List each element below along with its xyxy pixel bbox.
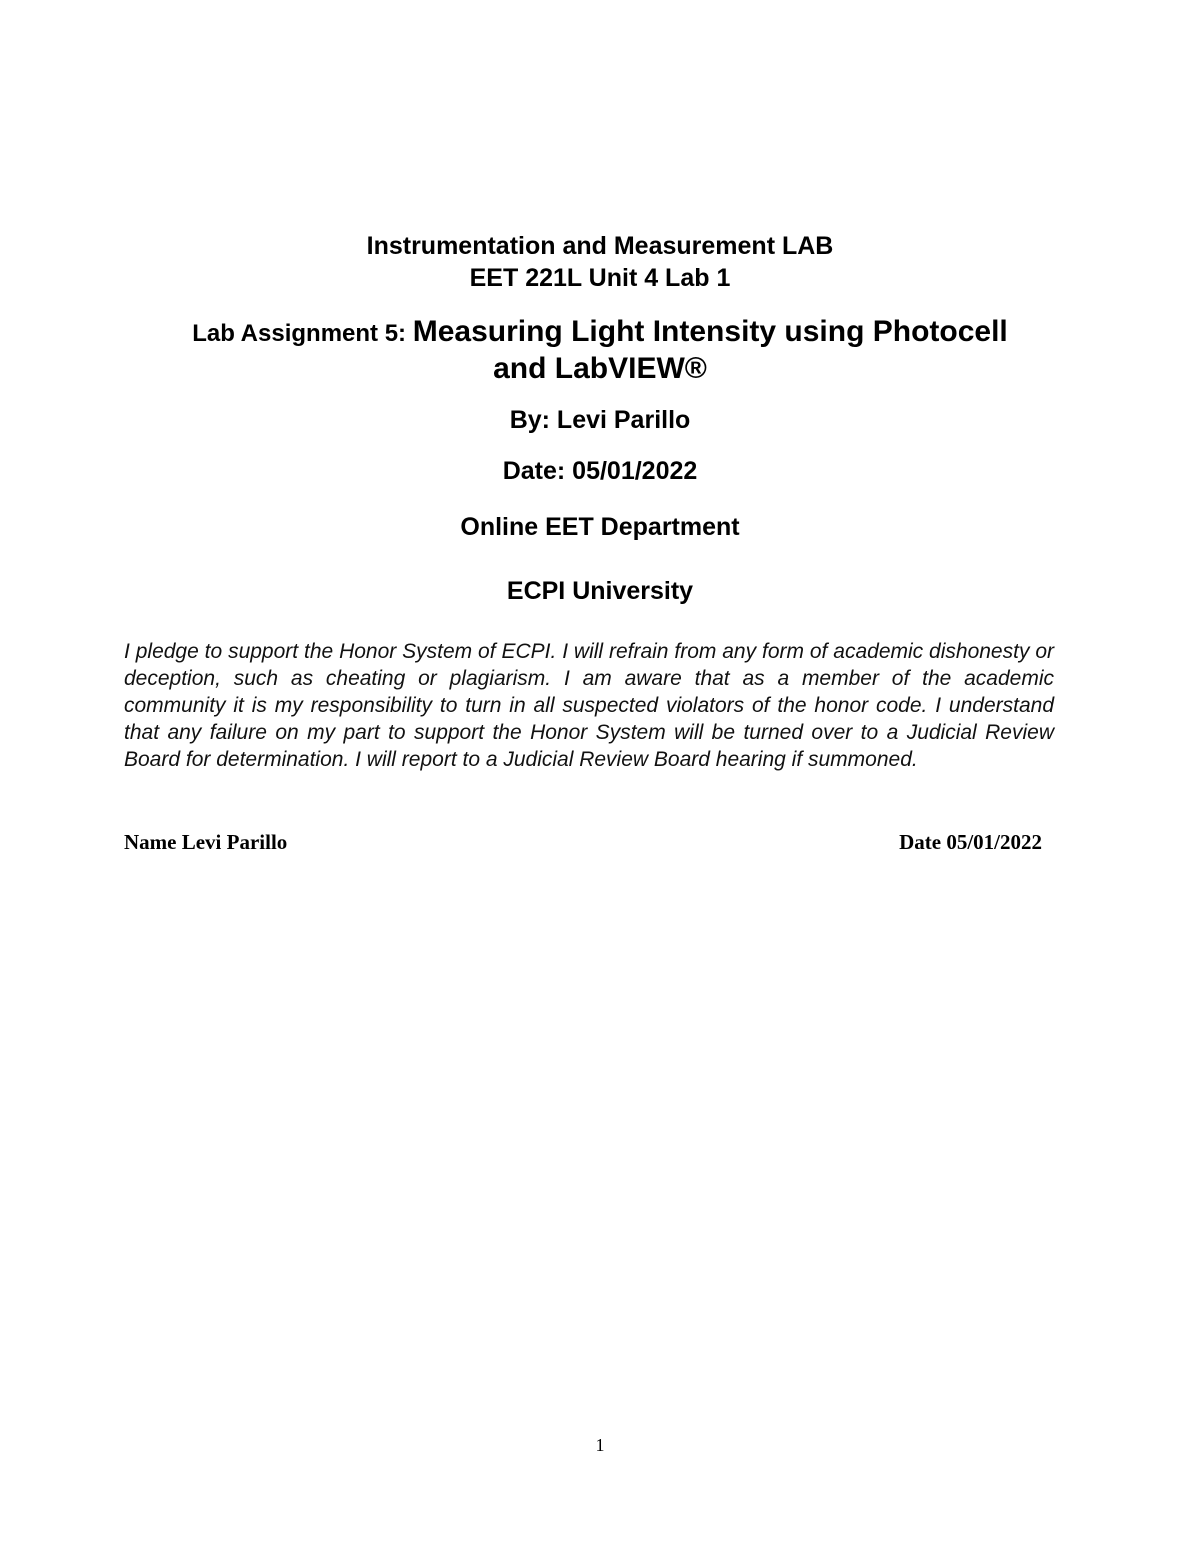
page-number: 1 (595, 1435, 605, 1455)
course-title: Instrumentation and Measurement LAB (366, 232, 834, 260)
assignment-title-line1 (0, 312, 1200, 354)
assignment-title-line2: and LabVIEW® (493, 352, 707, 385)
signature-date: Date 05/01/2022 (899, 830, 1042, 854)
course-code: EET 221L Unit 4 Lab 1 (469, 264, 731, 292)
university-line: ECPI University (506, 577, 694, 605)
author-line: By: Levi Parillo (509, 406, 691, 434)
assignment-title-text: Measuring Light Intensity using Photocell (412, 315, 1008, 348)
date-line: Date: 05/01/2022 (502, 457, 698, 485)
signature-name: Name Levi Parillo (124, 830, 288, 854)
assignment-label: Lab Assignment 5: (192, 320, 413, 347)
department-line: Online EET Department (460, 513, 740, 541)
honor-pledge: I pledge to support the Honor System of ECPI. I will refrain from any form of academic dishonesty or deception, such as cheating or plagiarism. I am aware that as a member of the academic community it is my responsibility to turn in all suspected violators of the honor code. I understand that any failure on my part to support the Honor System will be turned over to a Judicial Review Board for determination. I will report to a Judicial Review Board hearing if summoned. (124, 640, 1054, 771)
